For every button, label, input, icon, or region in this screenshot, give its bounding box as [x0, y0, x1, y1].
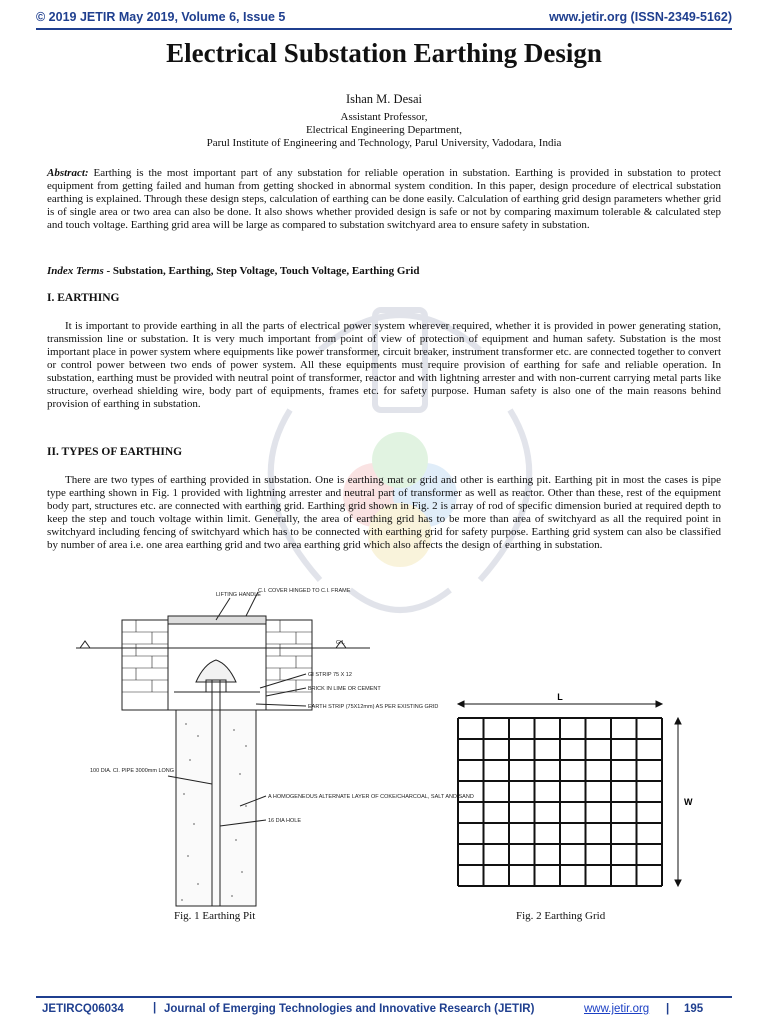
section-heading: II. TYPES OF EARTHING	[47, 446, 183, 458]
footer-separator: |	[153, 1002, 157, 1014]
label-ci-pipe: 100 DIA. CI. PIPE 3000mm LONG	[90, 768, 175, 774]
footer-paper-code: JETIRCQ06034	[42, 1003, 124, 1015]
affiliation-line: Electrical Engineering Department,	[305, 124, 463, 136]
abstract	[47, 167, 721, 232]
index-terms-text: - Substation, Earthing, Step Voltage, Touch Voltage, Earthing Grid	[103, 265, 420, 277]
footer-page-number: 195	[684, 1003, 704, 1015]
label-homogeneous-layer: A HOMOGENEOUS ALTERNATE LAYER OF COKE/CHARCOAL, SALT AND SAND	[268, 794, 474, 800]
label-ground-level: G.L	[336, 640, 345, 646]
footer-website-link[interactable]: www.jetir.org	[584, 1003, 650, 1015]
grid-length-label: L	[557, 692, 563, 702]
earthing-pit-figure	[70, 584, 474, 910]
header-rule	[36, 28, 732, 30]
label-brick: BRICK IN LIME OR CEMENT	[308, 686, 381, 692]
paper-title: Electrical Substation Earthing Design	[166, 38, 602, 68]
label-cover: C.I. COVER HINGED TO C.I. FRAME	[258, 588, 351, 594]
author-name: Ishan M. Desai	[345, 92, 423, 106]
footer-journal-name: Journal of Emerging Technologies and Innovative Research (JETIR)	[164, 1003, 535, 1015]
footer-separator: |	[666, 1003, 670, 1015]
section-paragraph: It is important to provide earthing in all the parts of electrical power system wherever required, whether it is provided in power generating station, transmission line or substation. It is very much important from point of view of protection of equipment and human safety. Substation is the most important place in power system where equipments like power transformer, circuit breaker, instrument transformer etc. are connected together to convert or control power between two ends of power system. All these equipments must require provision of earthing for safe and reliable operation. In substation, earthing must be provided with neutral point of transformer, reactor and with lightning arrester and with non-current carrying metal parts like structure, overhead shielding wire, body part of equipments, frames etc. for safety purpose. Human safety is also one of the main reasons behind provision of earthing in substation.	[47, 320, 721, 410]
affiliation-line: Parul Institute of Engineering and Technology, Parul University, Vadodara, India	[206, 137, 562, 149]
earthing-grid-figure	[448, 690, 708, 900]
header-website[interactable]: www.jetir.org (ISSN-2349-5162)	[549, 10, 732, 24]
label-gi-strip: GI STRIP 75 X 12	[308, 672, 352, 678]
section-paragraph: There are two types of earthing provided in substation. One is earthing mat or grid and other is earthing pit. Earthing pit in most the cases is pipe type earthing shown in Fig. 1 provided with lightning arrester and neutral part of transformer as well as reactor. Other than these, rest of the equipment body part, structures etc. are connected with earthing grid. Earthing grid shown in Fig. 2 is array of rod of specific dimension buried at required depth to keep the step and touch voltage within limit. Generally, the area of earthing grid has to be more than area of switchyard as all the required point in switchyard including fencing of switchyard which has to be connected with earthing grid for safety purpose. Earthing grid system can also be classified by number of area i.e. one area earthing grid and two area earthing grid which also affects the design of earthing in substation.	[47, 474, 721, 551]
index-terms-label: Index Terms	[47, 265, 104, 277]
grid-width-label: W	[684, 797, 693, 807]
figure-2-caption: Fig. 2 Earthing Grid	[516, 910, 606, 922]
index-terms	[47, 265, 721, 278]
label-lifting-handle: LIFTING HANDLE	[216, 592, 261, 598]
abstract-label: Abstract:	[47, 167, 89, 179]
label-earth-strip: EARTH STRIP (75X12mm) AS PER EXISTING GRID	[308, 704, 439, 710]
page-header	[36, 10, 732, 26]
author-affiliation	[0, 111, 768, 150]
header-citation: © 2019 JETIR May 2019, Volume 6, Issue 5	[36, 10, 286, 24]
label-dia-hole: 16 DIA HOLE	[268, 818, 302, 824]
page-footer	[36, 996, 732, 1020]
abstract-text: Earthing is the most important part of any substation for reliable operation in substation. Earthing is provided in substation to protect equipment from getting failed and human from getting shocked in abnormal system condition. In this paper, design procedure of electrical substation earthing is explained. Through these design steps, calculation of earthing can be done easily. Calculation of earthing grid design parameters whether grid is of single area or two area can also be done. It also shows whether provided design is safe or not by comparing maximum tolerable & calculated step and touch voltage. Earthing grid area will be large as compared to substation switchyard area to ensure safety in substation.	[47, 167, 721, 231]
section-heading: I. EARTHING	[47, 292, 120, 304]
affiliation-line: Assistant Professor,	[340, 111, 428, 123]
figure-1-caption: Fig. 1 Earthing Pit	[174, 910, 256, 922]
